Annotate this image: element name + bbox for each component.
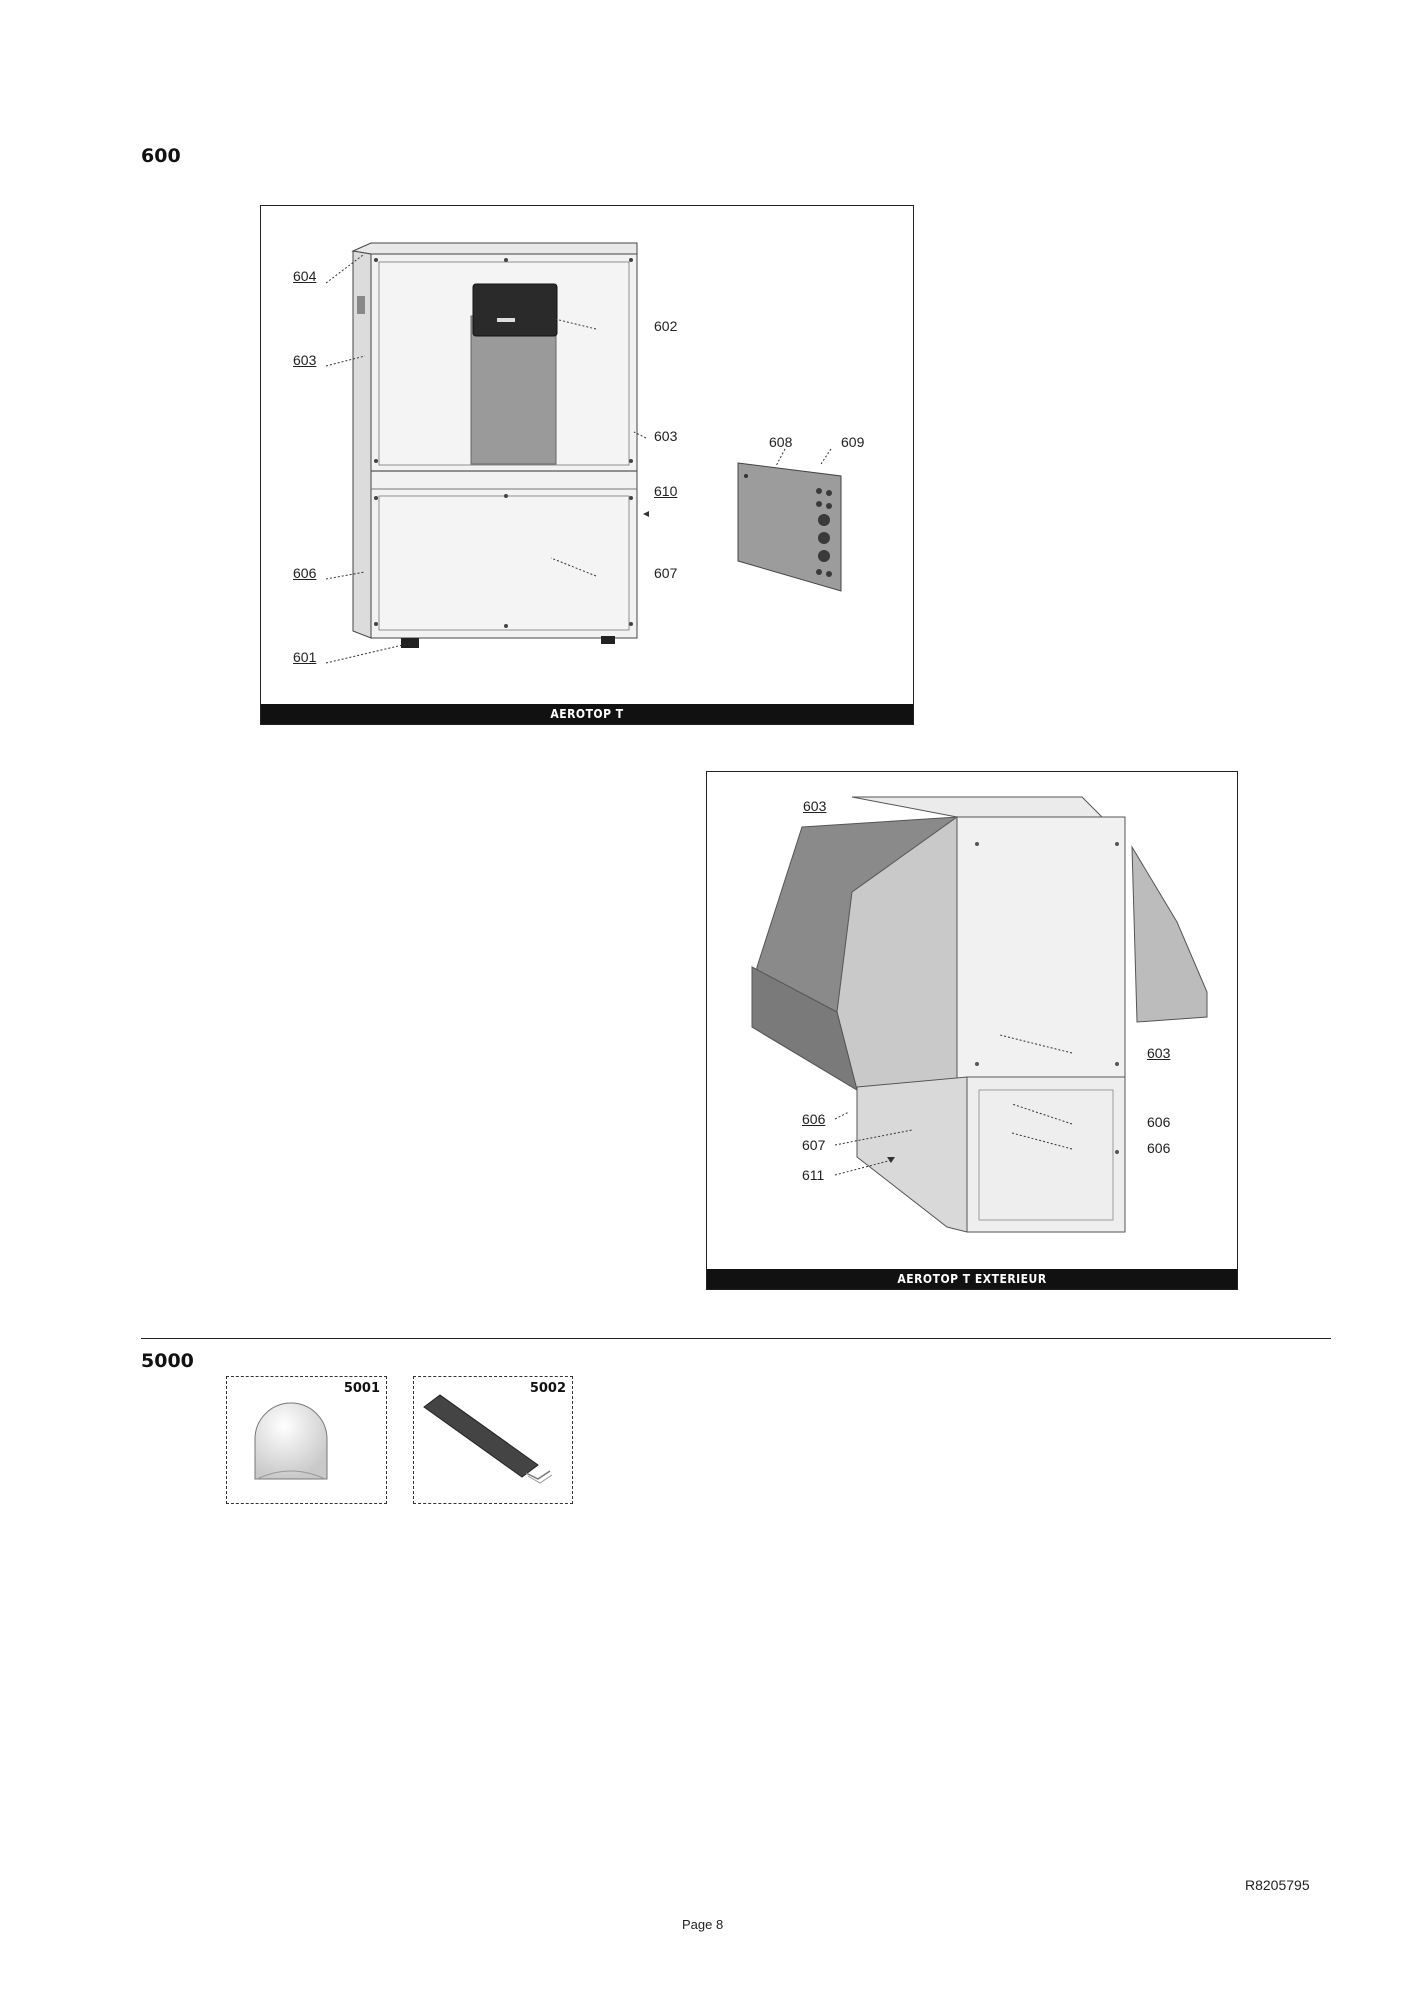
- part-number: 5001: [343, 1381, 380, 1396]
- part-5001: [226, 1376, 387, 1504]
- callout-601: 601: [293, 649, 317, 665]
- callout-608: 608: [769, 434, 793, 450]
- callout-606-left: 606: [802, 1111, 826, 1127]
- callout-606-right-upper: 606: [1147, 1114, 1171, 1130]
- callout-603-top: 603: [803, 798, 827, 814]
- figure-caption: AEROTOP T EXTERIEUR: [707, 1269, 1237, 1289]
- callout-603-front: 603: [1147, 1045, 1171, 1061]
- section-title-5000: 5000: [141, 1350, 194, 1372]
- callout-609: 609: [841, 434, 865, 450]
- callout-607: 607: [802, 1137, 826, 1153]
- callout-603: 603: [293, 352, 317, 368]
- aerotop-t-exterieur-illustration: [707, 772, 1237, 1289]
- part-5002: [413, 1376, 573, 1504]
- callout-610: 610: [654, 483, 678, 499]
- document-reference: R8205795: [1245, 1877, 1310, 1893]
- part-number: 5002: [529, 1381, 566, 1396]
- callout-604: 604: [293, 268, 317, 284]
- callout-607: 607: [654, 565, 678, 581]
- figure-caption: AEROTOP T: [261, 704, 913, 724]
- callout-602: 602: [654, 318, 678, 334]
- callout-603-right: 603: [654, 428, 678, 444]
- section-divider: [141, 1338, 1331, 1339]
- figure-aerotop-t-exterieur: [706, 771, 1238, 1290]
- callout-606: 606: [293, 565, 317, 581]
- figure-aerotop-t: [260, 205, 914, 725]
- page-number: Page 8: [682, 1917, 724, 1932]
- aerotop-t-illustration: [261, 206, 913, 724]
- section-title-600: 600: [141, 145, 181, 167]
- callout-606-right-lower: 606: [1147, 1140, 1171, 1156]
- callout-611: 611: [802, 1167, 825, 1183]
